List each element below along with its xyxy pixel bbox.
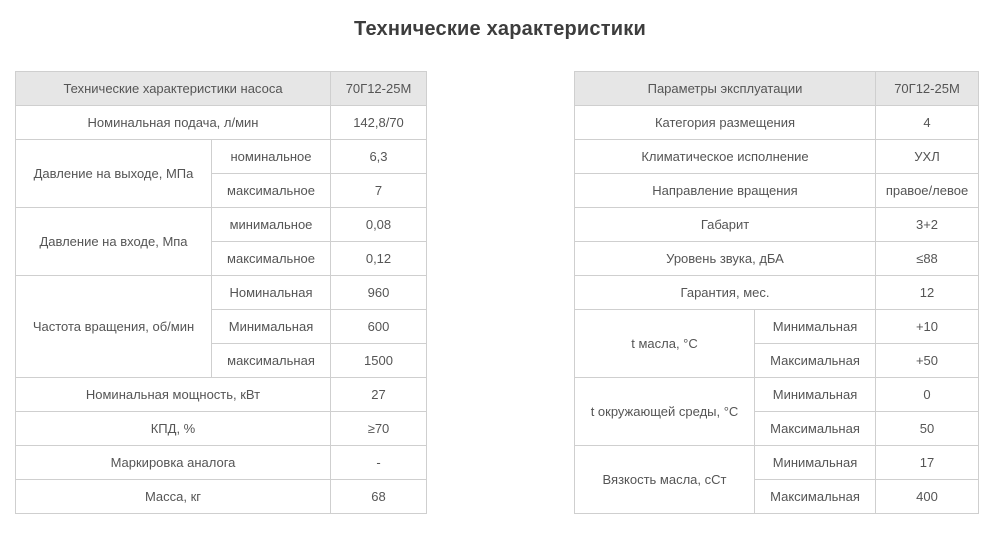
header-model: 70Г12-25М (331, 72, 427, 106)
table-header-row (575, 72, 979, 106)
param-label: Климатическое исполнение (575, 140, 876, 174)
param-sublabel: максимальное (212, 242, 331, 276)
param-value: +50 (876, 344, 979, 378)
param-value: 68 (331, 480, 427, 514)
table-row (575, 106, 979, 140)
param-sublabel: Максимальная (755, 344, 876, 378)
header-model: 70Г12-25М (876, 72, 979, 106)
param-label: Габарит (575, 208, 876, 242)
param-label: Гарантия, мес. (575, 276, 876, 310)
table-row (575, 208, 979, 242)
param-label: КПД, % (16, 412, 331, 446)
param-value: 600 (331, 310, 427, 344)
param-value: - (331, 446, 427, 480)
table-row (16, 378, 427, 412)
table-row (575, 174, 979, 208)
param-value: ≤88 (876, 242, 979, 276)
param-value: ≥70 (331, 412, 427, 446)
param-value: 142,8/70 (331, 106, 427, 140)
header-param: Параметры эксплуатации (575, 72, 876, 106)
param-sublabel: максимальное (212, 174, 331, 208)
param-value: 7 (331, 174, 427, 208)
param-value: +10 (876, 310, 979, 344)
table-row (16, 480, 427, 514)
param-label: Маркировка аналога (16, 446, 331, 480)
param-value: 0,08 (331, 208, 427, 242)
param-sublabel: номинальное (212, 140, 331, 174)
param-label: Категория размещения (575, 106, 876, 140)
param-sublabel: Максимальная (755, 480, 876, 514)
param-sublabel: Минимальная (212, 310, 331, 344)
param-label: t масла, °С (575, 310, 755, 378)
param-value: УХЛ (876, 140, 979, 174)
param-sublabel: Минимальная (755, 310, 876, 344)
param-label: t окружающей среды, °С (575, 378, 755, 446)
param-value: 50 (876, 412, 979, 446)
param-label: Уровень звука, дБА (575, 242, 876, 276)
table-row (16, 208, 427, 242)
table-row (16, 106, 427, 140)
pump-specs-table (15, 71, 427, 514)
param-sublabel: Максимальная (755, 412, 876, 446)
param-label: Номинальная подача, л/мин (16, 106, 331, 140)
table-row (575, 276, 979, 310)
table-row (16, 140, 427, 174)
param-label: Направление вращения (575, 174, 876, 208)
param-sublabel: минимальное (212, 208, 331, 242)
table-row (575, 140, 979, 174)
param-value: 960 (331, 276, 427, 310)
header-param: Технические характеристики насоса (16, 72, 331, 106)
param-sublabel: Минимальная (755, 446, 876, 480)
param-label: Давление на выходе, МПа (16, 140, 212, 208)
param-value: правое/левое (876, 174, 979, 208)
param-label: Номинальная мощность, кВт (16, 378, 331, 412)
param-label: Вязкость масла, сСт (575, 446, 755, 514)
table-header-row (16, 72, 427, 106)
table-row (575, 378, 979, 412)
param-value: 0 (876, 378, 979, 412)
param-value: 4 (876, 106, 979, 140)
param-value: 0,12 (331, 242, 427, 276)
table-row (575, 242, 979, 276)
param-value: 6,3 (331, 140, 427, 174)
param-value: 12 (876, 276, 979, 310)
param-value: 1500 (331, 344, 427, 378)
param-value: 400 (876, 480, 979, 514)
param-value: 27 (331, 378, 427, 412)
page-title: Технические характеристики (354, 18, 646, 40)
table-row (16, 446, 427, 480)
table-row (575, 446, 979, 480)
param-sublabel: Номинальная (212, 276, 331, 310)
param-label: Частота вращения, об/мин (16, 276, 212, 378)
operation-params-table (574, 71, 979, 514)
param-value: 3+2 (876, 208, 979, 242)
param-label: Масса, кг (16, 480, 331, 514)
table-row (575, 310, 979, 344)
param-sublabel: Минимальная (755, 378, 876, 412)
table-row (16, 412, 427, 446)
param-value: 17 (876, 446, 979, 480)
param-label: Давление на входе, Мпа (16, 208, 212, 276)
table-row (16, 276, 427, 310)
param-sublabel: максимальная (212, 344, 331, 378)
